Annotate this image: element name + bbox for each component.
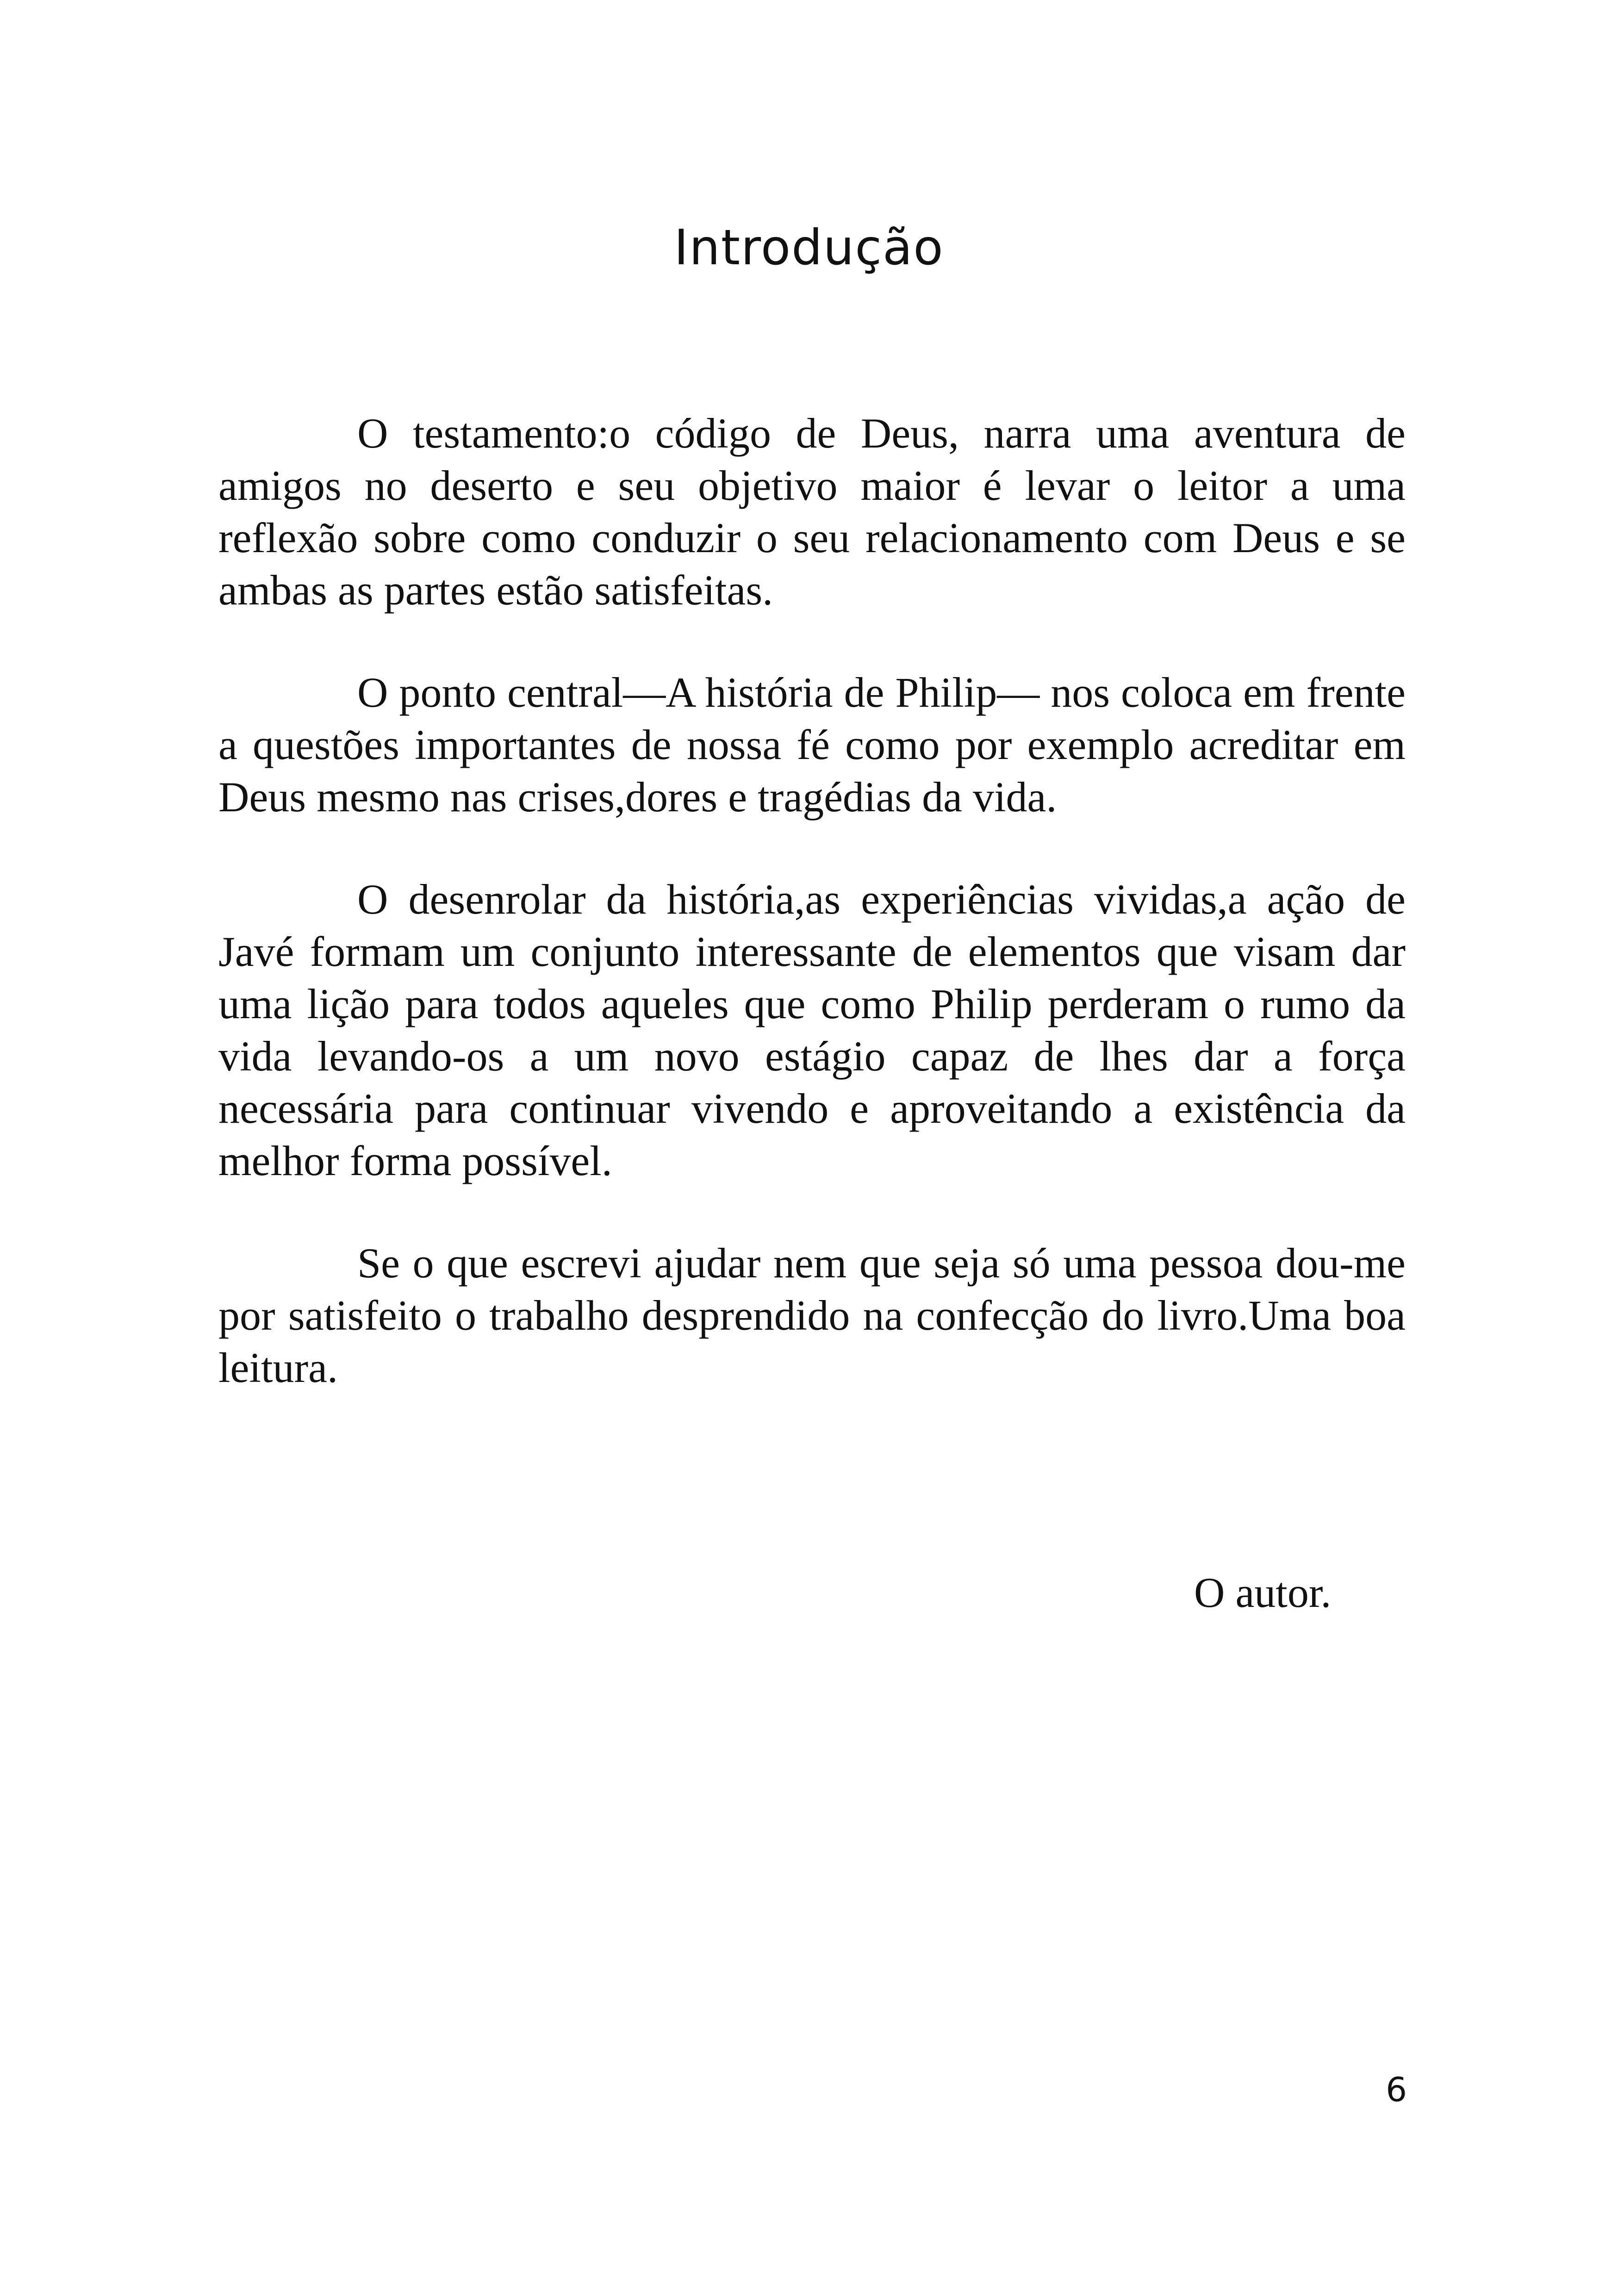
paragraph-2: O ponto central—A história de Philip— nos coloca em frente a questões importantes de nossa fé como por exemplo acreditar em Deus mesmo nas crises,dores e tragédias da vida. xyxy=(218,669,1406,821)
page-number: 6 xyxy=(1386,2070,1407,2109)
paragraph-3: O desenrolar da história,as experiências vividas,a ação de Javé formam um conjunto interessante de elementos que visam dar uma lição para todos aqueles que como Philip perderam o rumo da vida levando-os a um novo estágio capaz de lhes dar a força necessária para continuar vivendo e aproveitando a existência da melhor forma possível. xyxy=(218,876,1406,1184)
paragraph-1: O testamento:o código de Deus, narra uma aventura de amigos no deserto e seu objetivo maior é levar o leitor a uma reflexão sobre como conduzir o seu relacionamento com Deus e se ambas as partes estão satisfeitas. xyxy=(218,410,1406,614)
author-signature: O autor. xyxy=(1194,1569,1332,1616)
paragraph-4: Se o que escrevi ajudar nem que seja só uma pessoa dou-me por satisfeito o trabalho desprendido na confecção do livro.Uma boa leitura. xyxy=(218,1239,1406,1391)
page-title: Introdução xyxy=(674,219,944,276)
body-text xyxy=(218,407,1406,1444)
